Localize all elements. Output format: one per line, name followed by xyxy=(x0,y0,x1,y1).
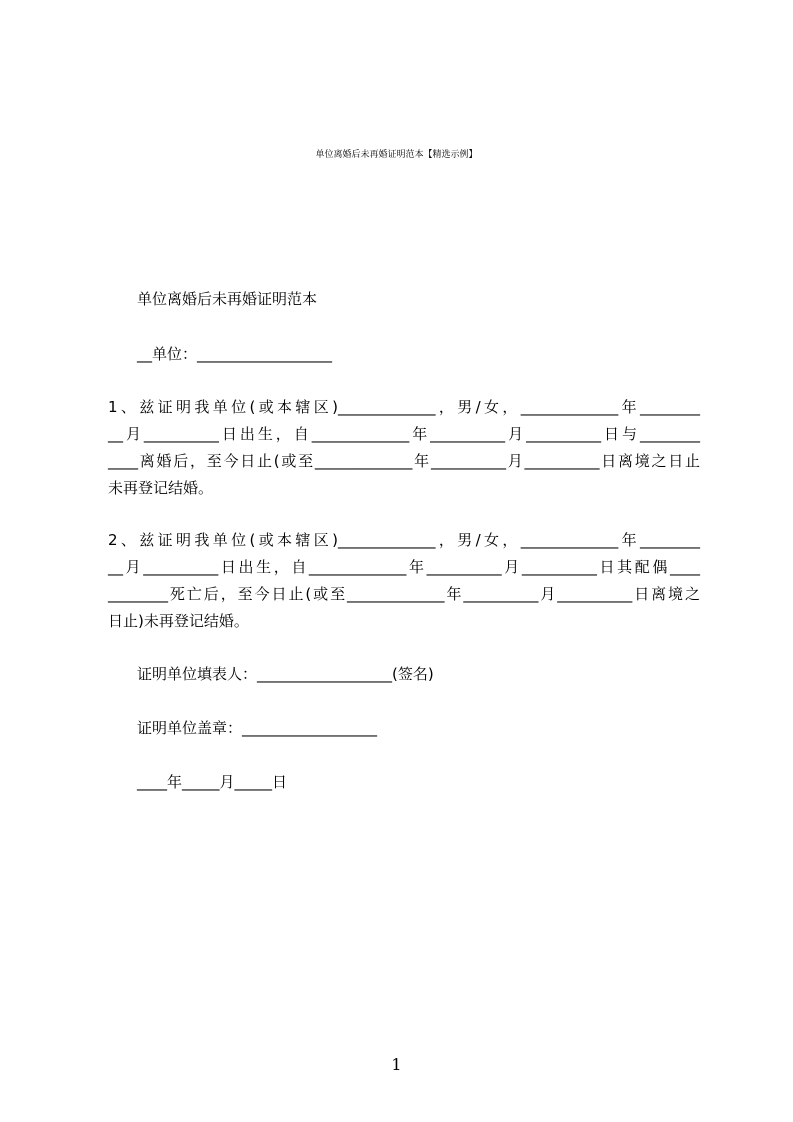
paragraph-2-line: __月__________日出生，自_____________年__________月__________日其配偶____ xyxy=(108,558,700,576)
paragraph-2-line: ________死亡后，至今日止(或至_____________年__________月__________日离境之 xyxy=(108,585,700,603)
paragraph-1-line: 1、兹证明我单位(或本辖区)_____________，男/女，_____________年________ xyxy=(108,398,700,416)
unit-line: __单位：__________________ xyxy=(137,345,333,363)
paragraph-1-line: ____离婚后，至今日止(或至_____________年__________月__________日离境之日止 xyxy=(108,452,700,470)
page-number: 1 xyxy=(391,1055,402,1074)
filler-signature-line: 证明单位填表人：__________________(签名) xyxy=(137,665,434,683)
document-subtitle: 单位离婚后未再婚证明范本 xyxy=(137,290,318,308)
document-title: 单位离婚后未再婚证明范本【精选示例】 xyxy=(315,150,478,160)
paragraph-1-line: 未再登记结婚。 xyxy=(108,479,214,497)
date-line: ____年_____月_____日 xyxy=(137,773,288,791)
paragraph-2-line: 日止)未再登记结婚。 xyxy=(108,612,249,630)
paragraph-1-line: __月__________日出生，自_____________年__________月__________日与________ xyxy=(108,425,700,443)
paragraph-2-line: 2、兹证明我单位(或本辖区)_____________，男/女，_____________年________ xyxy=(108,531,700,549)
seal-line: 证明单位盖章：__________________ xyxy=(137,719,378,737)
